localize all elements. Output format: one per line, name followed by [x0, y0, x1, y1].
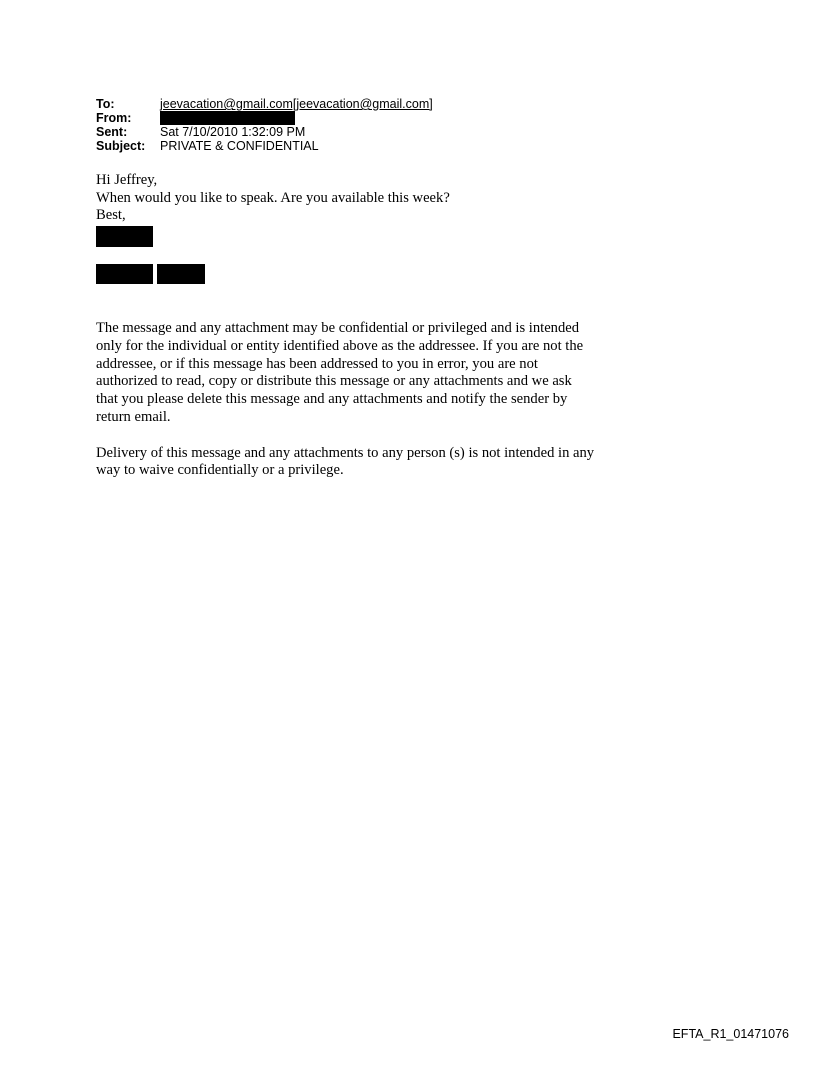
- closing: Best,: [96, 207, 126, 223]
- signature-redaction: [157, 264, 205, 284]
- sent-value: Sat 7/10/2010 1:32:09 PM: [160, 125, 306, 139]
- disclaimer-paragraph: Delivery of this message and any attachments to any person (s) is not intended in any way to waive confidentially or a privilege.: [96, 444, 595, 479]
- from-redaction: [160, 111, 295, 125]
- to-row: [96, 97, 433, 111]
- from-row: [96, 111, 433, 125]
- greeting: Hi Jeffrey,: [96, 172, 158, 188]
- signature-redaction: [96, 226, 153, 247]
- disclaimer: [96, 320, 596, 498]
- document-id: EFTA_R1_01471076: [672, 1027, 789, 1041]
- email-body: [96, 172, 596, 225]
- body-line: When would you like to speak. Are you available this week?: [96, 189, 450, 206]
- email-header: [96, 97, 433, 153]
- to-value[interactable]: jeevacation@gmail.com[jeevacation@gmail.com]: [160, 97, 433, 111]
- sent-row: [96, 125, 433, 139]
- to-label: To:: [96, 97, 115, 111]
- disclaimer-paragraph: The message and any attachment may be confidential or privileged and is intended only for the individual or entity identified above as the addressee. If you are not the addressee, or if this message has been addressed to you in error, you are not authorized to read, copy or distribute this message or any attachments and we ask that you please delete this message and any attachments and notify the sender by return email.: [96, 320, 584, 425]
- subject-label: Subject:: [96, 139, 146, 153]
- signature-redaction: [96, 264, 153, 284]
- from-label: From:: [96, 111, 132, 125]
- sent-label: Sent:: [96, 125, 128, 139]
- subject-row: [96, 139, 433, 153]
- subject-value: PRIVATE & CONFIDENTIAL: [160, 139, 319, 153]
